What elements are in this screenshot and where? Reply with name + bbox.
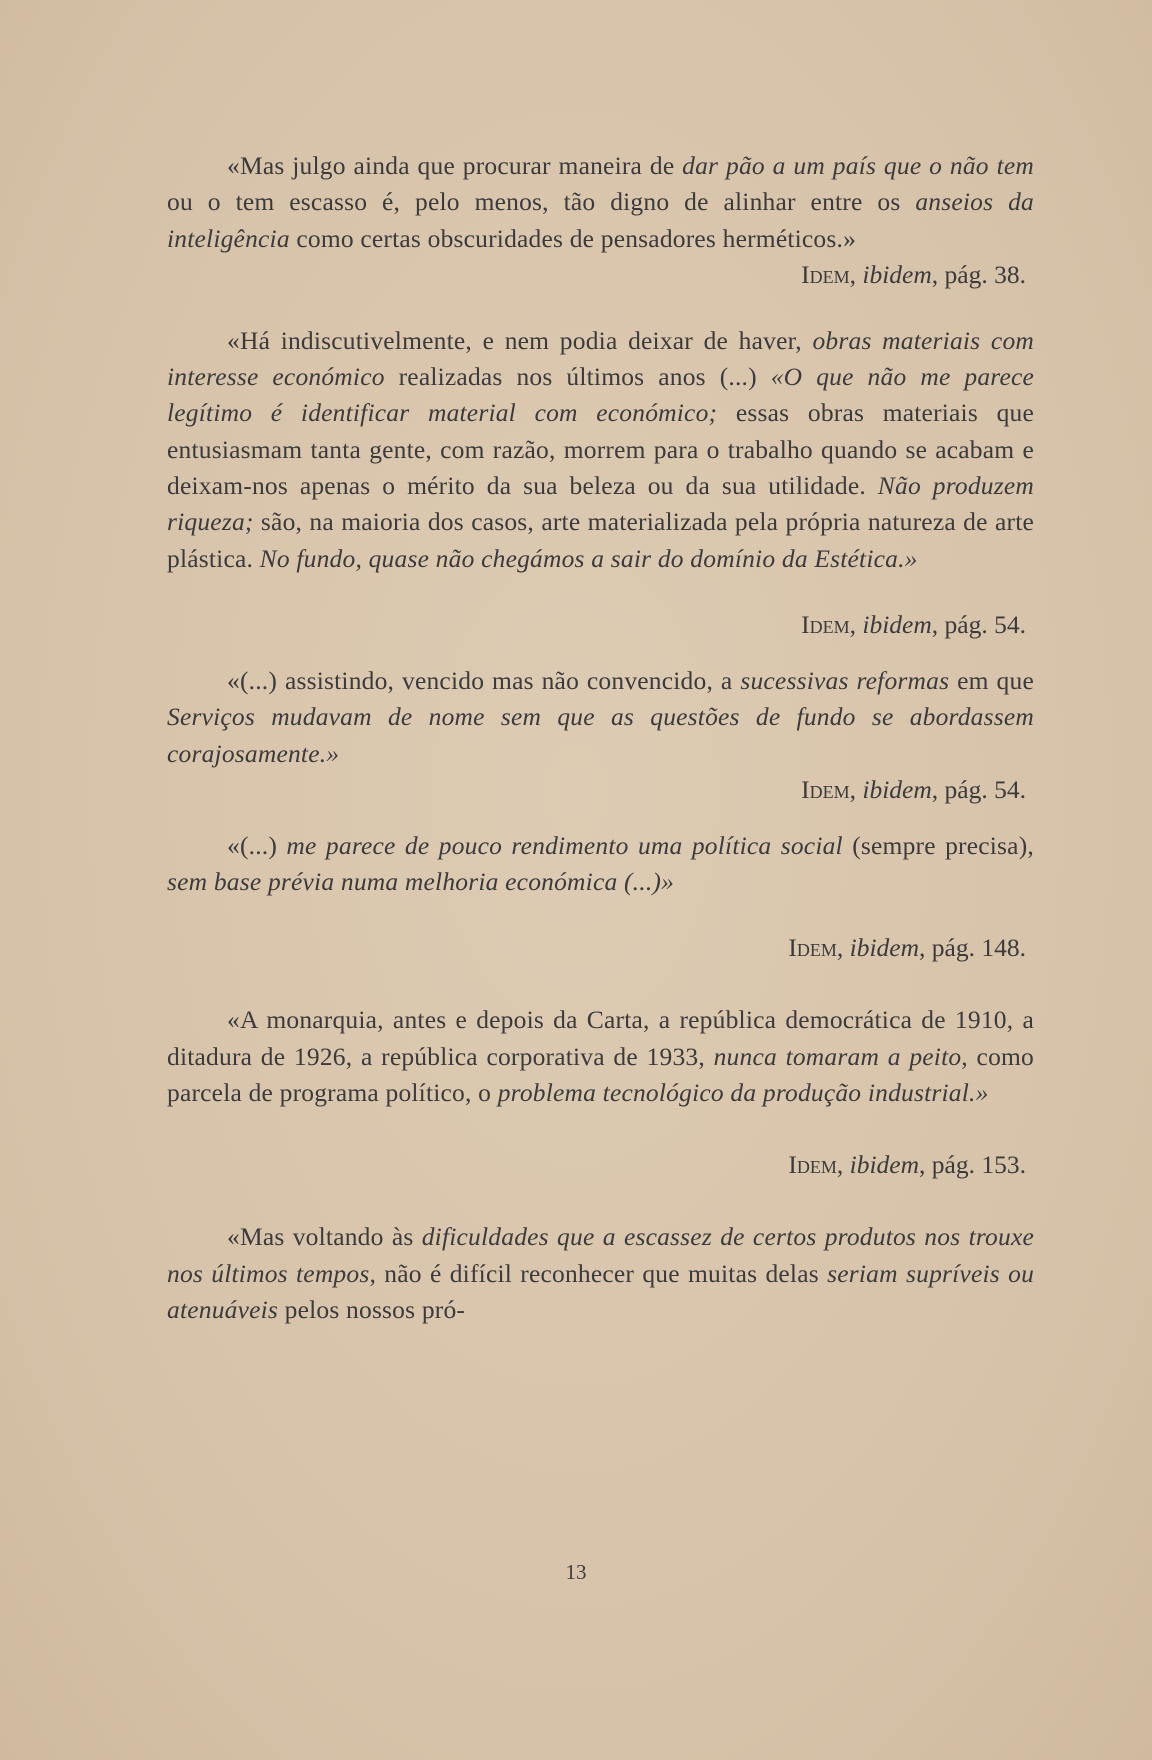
quote-paragraph: «A monarquia, antes e depois da Carta, a república democrática de 1910, a ditadura de 1926, a república corporativa de 1933, nunca tomaram a peito, como parcela de programa político, o problema tecnológico da produção industrial.» — [167, 1005, 1035, 1108]
text-column — [167, 148, 1034, 1328]
citation: Idem, ibidem, pág. 153. — [788, 1150, 1026, 1180]
quote-paragraph: «Há indiscutivelmente, e nem podia deixar de haver, obras materiais com interesse económico realizadas nos últimos anos (...) «O que não me parece legítimo é identificar material com económico; essas obras materiais que entusiasmam tanta gente, com razão, morrem para o trabalho quando se acabam e deixam-nos apenas o mérito da sua beleza ou da sua utilidade. Não produzem riqueza; são, na maioria dos casos, arte materializada pela própria natureza de arte plástica. No fundo, quase não chegámos a sair do domínio da Estética.» — [167, 325, 1035, 573]
citation: Idem, ibidem, pág. 54. — [801, 609, 1026, 639]
citation: Idem, ibidem, pág. 148. — [788, 933, 1026, 963]
quote-paragraph: «(...) me parece de pouco rendimento uma política social (sempre precisa), sem base prévia numa melhoria económica (...)» — [167, 830, 1034, 897]
citation: Idem, ibidem, pág. 38. — [801, 259, 1026, 289]
quote-paragraph: «(...) assistindo, vencido mas não convencido, a sucessivas reformas em que Serviços mudavam de nome sem que as questões de fundo se abordassem corajosamente.» — [167, 665, 1034, 768]
quote-paragraph: «Mas julgo ainda que procurar maneira de dar pão a um país que o não tem ou o tem escasso é, pelo menos, tão digno de alinhar entre os anseios da inteligência como certas obscuridades de pensadores herméticos.» — [167, 151, 1034, 253]
quote-paragraph: «Mas voltando às dificuldades que a escassez de certos produtos nos trouxe nos últimos tempos, não é difícil reconhecer que muitas delas seriam supríveis ou atenuáveis pelos nossos pró- — [167, 1222, 1035, 1324]
citation: Idem, ibidem, pág. 54. — [801, 774, 1026, 804]
page-number: 13 — [565, 1560, 587, 1584]
